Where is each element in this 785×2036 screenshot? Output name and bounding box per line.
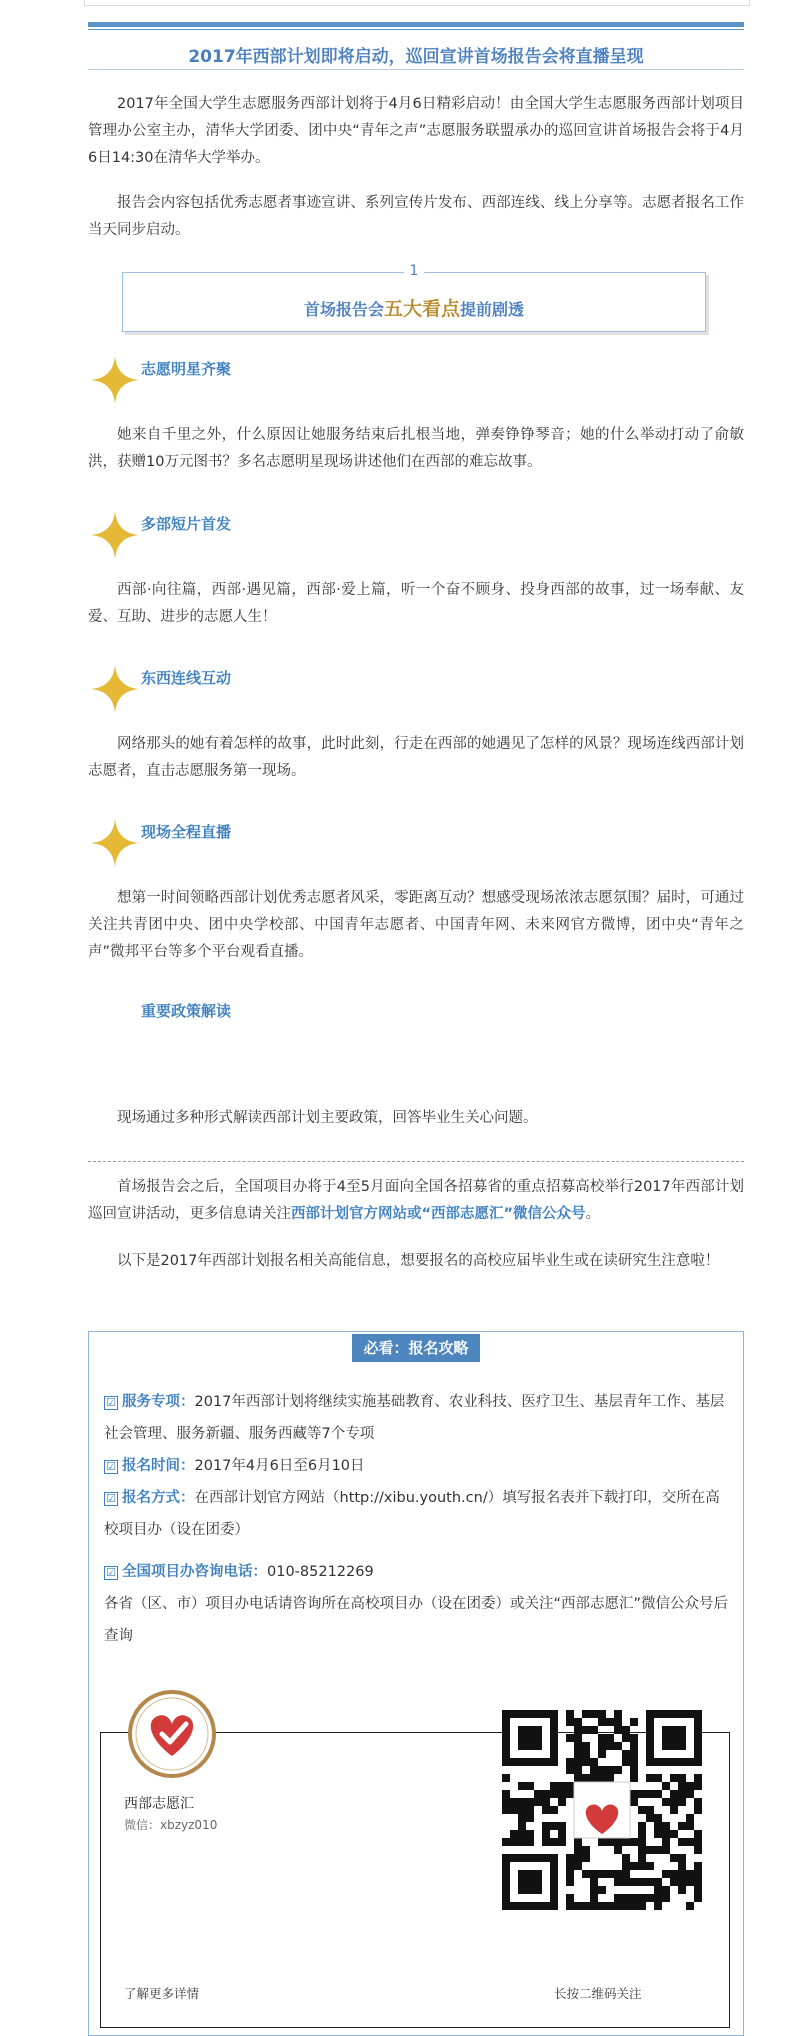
section-title-1: 志愿明星齐聚 bbox=[141, 360, 232, 378]
section-body-1: 她来自千里之外，什么原因让她服务结束后扎根当地，弹奏铮铮琴音；她的什么举动打动了俞敏洪，获赠10万元图书？多名志愿明星现场讲述他们在西部的难忘故事。 bbox=[88, 427, 744, 470]
learn-more-text: 了解更多详情 bbox=[124, 1986, 200, 2001]
checkbox-icon: ☑ bbox=[104, 1492, 118, 1506]
qr-code-icon[interactable] bbox=[502, 1710, 702, 1910]
section-title-3: 东西连线互动 bbox=[141, 669, 232, 687]
follow-link[interactable]: 西部计划官方网站或“西部志愿汇”微信公众号 bbox=[291, 1206, 586, 1222]
guide-item-1: ☑ 服务专项：2017年西部计划将继续实施基础教育、农业科技、医疗卫生、基层青年工作、基层社会管理、服务新疆、服务西藏等7个专项 bbox=[104, 1394, 725, 1442]
section-title-5: 重要政策解读 bbox=[141, 1002, 232, 1020]
guide-header: 必看：报名攻略 bbox=[352, 1334, 480, 1362]
after-paragraph-2: 以下是2017年西部计划报名相关高能信息，想要报名的高校应届毕业生或在读研究生注意啦！ bbox=[117, 1253, 720, 1269]
star-icon bbox=[90, 355, 140, 405]
star-icon bbox=[90, 818, 140, 868]
star-icon bbox=[90, 664, 140, 714]
guide-item-2: ☑ 报名时间：2017年4月6日至6月10日 bbox=[104, 1450, 734, 1482]
section-title-2: 多部短片首发 bbox=[141, 515, 232, 533]
guide-item-4: ☑ 全国项目办咨询电话：010-85212269 bbox=[104, 1556, 734, 1588]
account-name: 西部志愿汇 bbox=[124, 1796, 194, 1812]
top-frame bbox=[84, 0, 750, 6]
guide-footnote: 各省（区、市）项目办电话请咨询所在高校项目办（设在团委）或关注“西部志愿汇”微信公众号后查询 bbox=[104, 1596, 729, 1644]
dotted-divider bbox=[88, 1161, 744, 1162]
section-body-5: 现场通过多种形式解读西部计划主要政策，回答毕业生关心问题。 bbox=[117, 1110, 538, 1126]
section-title-4: 现场全程直播 bbox=[141, 823, 232, 841]
box-number: 1 bbox=[404, 263, 424, 279]
article-title: 2017年西部计划即将启动，巡回宣讲首场报告会将直播呈现 bbox=[188, 47, 644, 67]
after-paragraph-1: 首场报告会之后，全国项目办将于4至5月面向全国各招募省的重点招募高校举行2017年西部计划巡回宣讲活动，更多信息请关注西部计划官方网站或“西部志愿汇”微信公众号。 bbox=[88, 1179, 744, 1222]
intro-paragraph-2: 报告会内容包括优秀志愿者事迹宣讲、系列宣传片发布、西部连线、线上分享等。志愿者报名工作当天同步启动。 bbox=[88, 195, 744, 238]
section-body-3: 网络那头的她有着怎样的故事，此时此刻，行走在西部的她遇见了怎样的风景？现场连线西部计划志愿者，直击志愿服务第一现场。 bbox=[88, 736, 744, 779]
section-body-2: 西部·向往篇，西部·遇见篇，西部·爱上篇，听一个奋不顾身、投身西部的故事，过一场奉献、友爱、互助、进步的志愿人生！ bbox=[88, 582, 744, 625]
wechat-id: 微信：xbzyz010 bbox=[124, 1818, 218, 1832]
section-body-4: 想第一时间领略西部计划优秀志愿者风采，零距离互动？想感受现场浓浓志愿氛围？届时，可通过关注共青团中央、团中央学校部、中国青年志愿者、中国青年网、未来网官方微博，团中央“青年之声”微邦平台等多个平台观看直播。 bbox=[88, 890, 744, 960]
checkbox-icon: ☑ bbox=[104, 1460, 118, 1474]
checkbox-icon: ☑ bbox=[104, 1566, 118, 1580]
guide-item-3: ☑ 报名方式：在西部计划官方网站（http://xibu.youth.cn/）填写报名表并下载打印，交所在高校项目办（设在团委） bbox=[104, 1490, 720, 1538]
box-heading: 首场报告会五大看点提前剧透 bbox=[303, 298, 525, 320]
star-icon bbox=[90, 510, 140, 560]
scan-hint-text: 长按二维码关注 bbox=[554, 1986, 642, 2001]
logo-icon bbox=[128, 1690, 216, 1778]
checkbox-icon: ☑ bbox=[104, 1396, 118, 1410]
intro-paragraph-1: 2017年全国大学生志愿服务西部计划将于4月6日精彩启动！由全国大学生志愿服务西部计划项目管理办公室主办，清华大学团委、团中央“青年之声”志愿服务联盟承办的巡回宣讲首场报告会将于4月6日14:30在清华大学举办。 bbox=[88, 96, 744, 166]
